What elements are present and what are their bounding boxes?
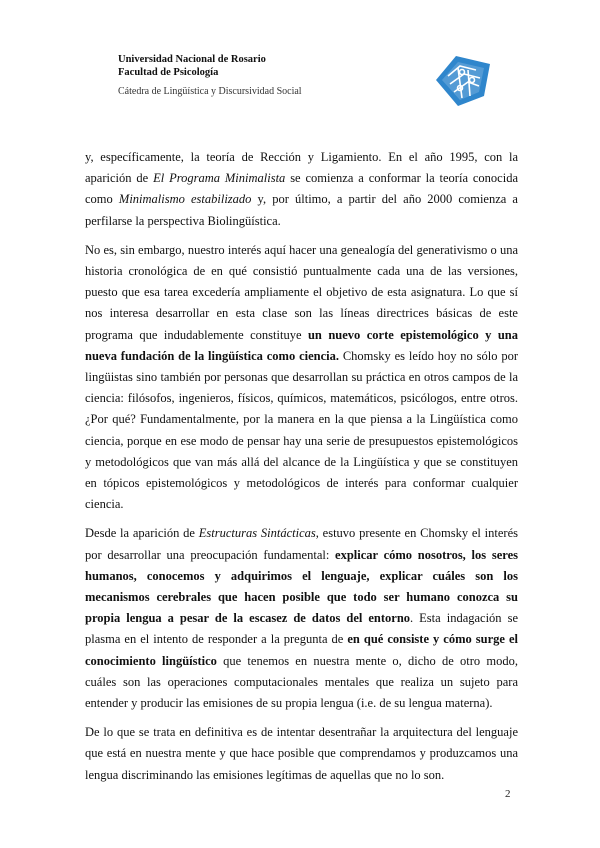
chair-name: Cátedra de Lingüística y Discursividad Social [118, 86, 302, 97]
bold-emphasis: en qué consiste y cómo surge el conocimiento lingüístico [85, 632, 518, 668]
italic-title: El Programa Minimalista [153, 171, 286, 186]
text-run: De lo que se trata en definitiva es de intentar desentrañar la arquitectura del lenguaje que está en nuestra mente y que hace posible que comprendamos y produzcamos una lengua discriminando las emisiones legítimas de aquellas que no lo son. [85, 725, 518, 782]
bold-emphasis: explicar cómo nosotros, los seres humanos, conocemos y adquirimos el lenguaje, explicar cuáles son los mecanismos cerebrales que hacen posible que todo ser humano conozca su propia lengua a pesar de la escasez de datos del entorno [85, 547, 518, 626]
faculty-name: Facultad de Psicología [118, 67, 219, 78]
paragraph [85, 240, 518, 516]
text-run: No es, sin embargo, nuestro interés aquí hacer una genealogía del generativismo o una historia cronológica de en qué consistió puntualmente cada una de las versiones, puesto que esa tarea excedería ampliamente el objetivo de esta asignatura. Lo que sí nos interesa desarrollar en esta clase son las líneas directrices básicas de este programa que indudablemente constituye [85, 242, 518, 342]
text-run: y, específicamente, la teoría de Rección y Ligamiento. En el año 1995, con la aparición de [85, 150, 518, 186]
page-number: 2 [505, 788, 511, 800]
text-run: . Esta indagación se plasma en el intento de responder a la pregunta de [85, 611, 518, 647]
italic-title: Estructuras Sintácticas [198, 526, 316, 541]
text-run: y, por último, a partir del año 2000 comienza a perfilarse la perspectiva Biolingüística. [85, 192, 518, 228]
text-run: que tenemos en nuestra mente o, dicho de otro modo, cuáles son las operaciones computacionales mentales que realiza un sujeto para entender y producir las emisiones de su propia lengua (i.e. de su lengua materna). [85, 653, 518, 711]
text-run: Chomsky es leído hoy no sólo por lingüistas sino también por personas que desarrollan su práctica en otros campos de la ciencia: filósofos, ingenieros, físicos, químicos, matemáticos, psicólogos, entre otros. ¿Por qué? Fundamentalmente, por la manera en la que piensa a la Lingüística como ciencia, porque en ese modo de pensar hay una serie de presupuestos epistemológicos y metodológicos que van más allá del alcance de la Lingüística y que se constituyen en tópicos epistemológicos y metodológicos de interés para conformar cualquier ciencia. [85, 348, 518, 512]
text-run: se comienza a conformar la teoría conocida como [85, 171, 518, 207]
university-crest-icon [432, 50, 494, 110]
paragraph [85, 722, 518, 786]
text-run: , estuvo presente en Chomsky el interés por desarrollar una preocupación fundamental: [85, 526, 518, 562]
university-name: Universidad Nacional de Rosario [118, 54, 266, 65]
text-run: Desde la aparición de [85, 526, 199, 541]
document-body [85, 147, 518, 794]
paragraph [85, 147, 518, 232]
paragraph [85, 523, 518, 714]
italic-term: Minimalismo estabilizado [118, 192, 252, 207]
bold-emphasis: un nuevo corte epistemológico y una nueva fundación de la lingüística como ciencia. [85, 327, 518, 363]
